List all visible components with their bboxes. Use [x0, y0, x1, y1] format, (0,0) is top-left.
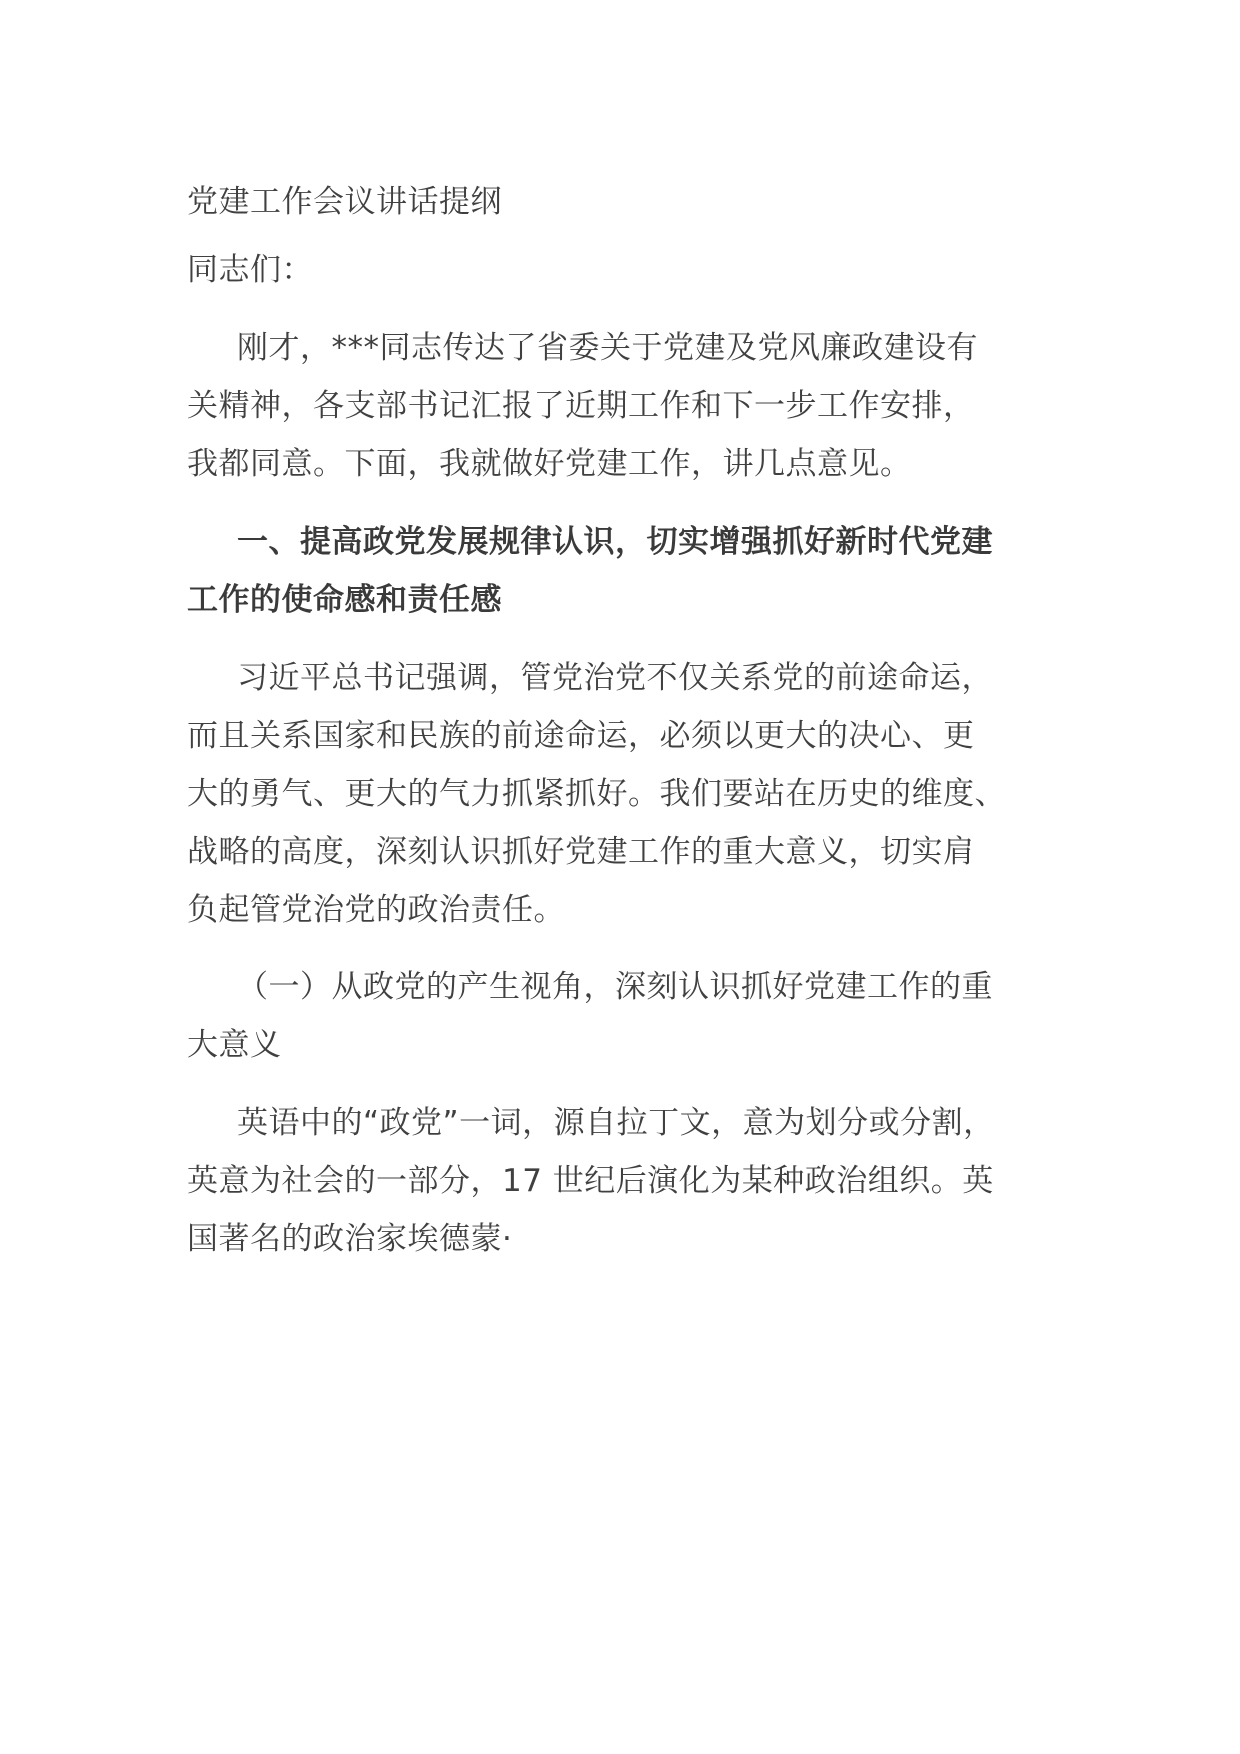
paragraph-line: 国著名的政治家埃德蒙· [187, 1221, 513, 1257]
paragraph-line: 英意为社会的一部分，17 世纪后演化为某种政治组织。英 [187, 1163, 994, 1199]
paragraph-line: 习近平总书记强调，管党治党不仅关系党的前途命运， [237, 660, 993, 696]
paragraph-line: 关精神，各支部书记汇报了近期工作和下一步工作安排， [187, 388, 975, 424]
salutation: 同志们： [187, 252, 313, 288]
paragraph-line: 英语中的“政党”一词，源自拉丁文，意为划分或分割， [237, 1105, 995, 1141]
document-title: 党建工作会议讲话提纲 [187, 184, 502, 220]
heading-line: 一、提高政党发展规律认识，切实增强抓好新时代党建 [237, 524, 993, 560]
subheading-line: （一）从政党的产生视角，深刻认识抓好党建工作的重 [237, 969, 993, 1005]
paragraph-line: 负起管党治党的政治责任。 [187, 892, 565, 928]
paragraph-line: 而且关系国家和民族的前途命运，必须以更大的决心、更 [187, 718, 975, 754]
heading-line: 工作的使命感和责任感 [187, 582, 502, 618]
paragraph-line: 刚才，***同志传达了省委关于党建及党风廉政建设有 [237, 330, 978, 366]
paragraph-line: 我都同意。下面，我就做好党建工作，讲几点意见。 [187, 446, 912, 482]
subheading-line: 大意义 [187, 1027, 282, 1063]
paragraph-line: 大的勇气、更大的气力抓紧抓好。我们要站在历史的维度、 [187, 776, 1006, 812]
paragraph-line: 战略的高度，深刻认识抓好党建工作的重大意义，切实肩 [187, 834, 975, 870]
